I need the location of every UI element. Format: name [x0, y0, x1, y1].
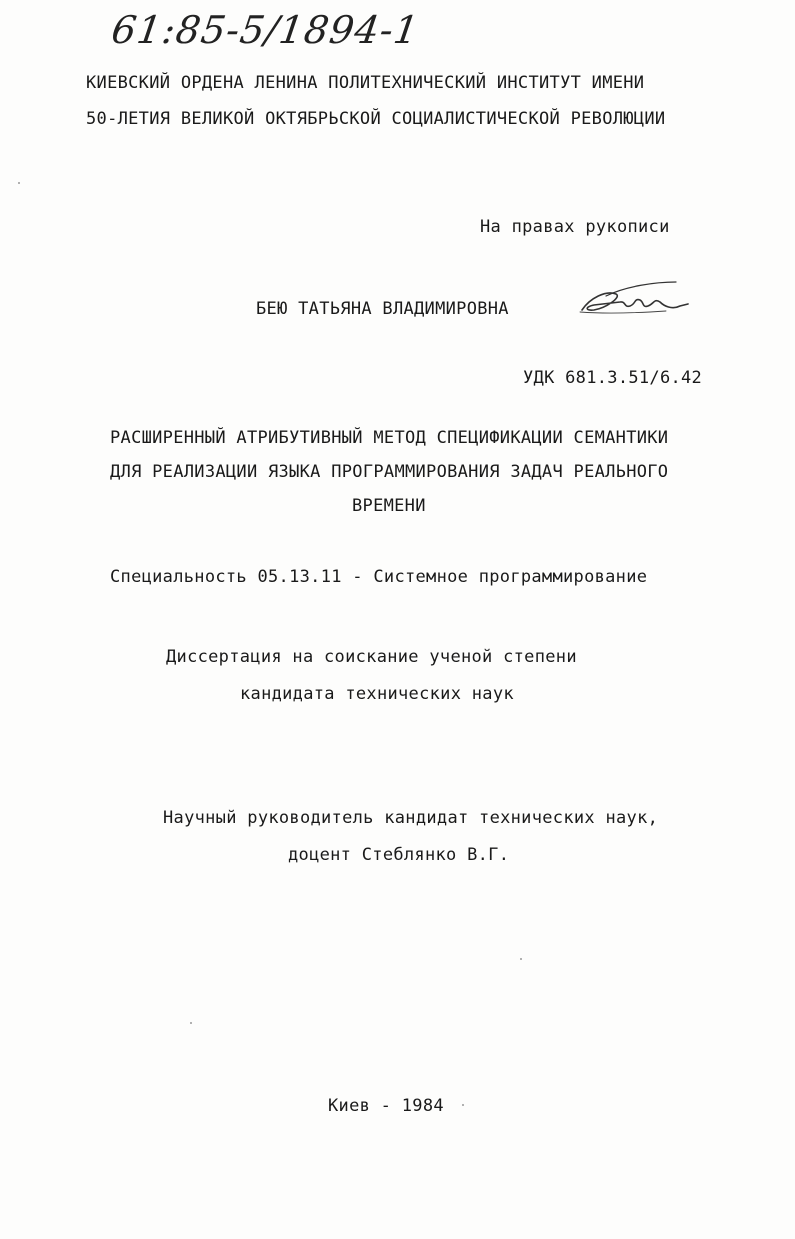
title-line-2: ДЛЯ РЕАЛИЗАЦИИ ЯЗЫКА ПРОГРАММИРОВАНИЯ ЗАДАЧ РЕАЛЬНОГО	[110, 462, 669, 482]
supervisor-line-1: Научный руководитель кандидат технических наук,	[163, 808, 659, 828]
institute-name-line-2: 50-ЛЕТИЯ ВЕЛИКОЙ ОКТЯБРЬСКОЙ СОЦИАЛИСТИЧЕСКОЙ РЕВОЛЮЦИИ	[86, 109, 666, 129]
scan-speck	[520, 958, 522, 960]
dissertation-degree-line-2: кандидата технических наук	[240, 684, 514, 704]
title-line-1: РАСШИРЕННЫЙ АТРИБУТИВНЫЙ МЕТОД СПЕЦИФИКАЦИИ СЕМАНТИКИ	[110, 428, 669, 448]
scan-speck	[18, 182, 20, 184]
scan-speck	[462, 1104, 464, 1106]
place-and-year: Киев - 1984	[328, 1096, 444, 1116]
supervisor-line-2: доцент Стеблянко В.Г.	[288, 845, 510, 865]
title-line-3: ВРЕМЕНИ	[352, 496, 426, 516]
author-signature	[576, 280, 706, 320]
specialty: Специальность 05.13.11 - Системное программирование	[110, 567, 648, 587]
author-name: БЕЮ ТАТЬЯНА ВЛАДИМИРОВНА	[256, 299, 509, 319]
udc-code: УДК 681.3.51/6.42	[523, 368, 703, 388]
manuscript-rights-note: На правах рукописи	[480, 217, 670, 237]
scan-speck	[190, 1022, 192, 1024]
institute-name-line-1: КИЕВСКИЙ ОРДЕНА ЛЕНИНА ПОЛИТЕХНИЧЕСКИЙ ИНСТИТУТ ИМЕНИ	[86, 73, 645, 93]
handwritten-catalog-code: 61:85-5/1894-1	[108, 8, 423, 52]
dissertation-degree-line-1: Диссертация на соискание ученой степени	[166, 647, 577, 667]
